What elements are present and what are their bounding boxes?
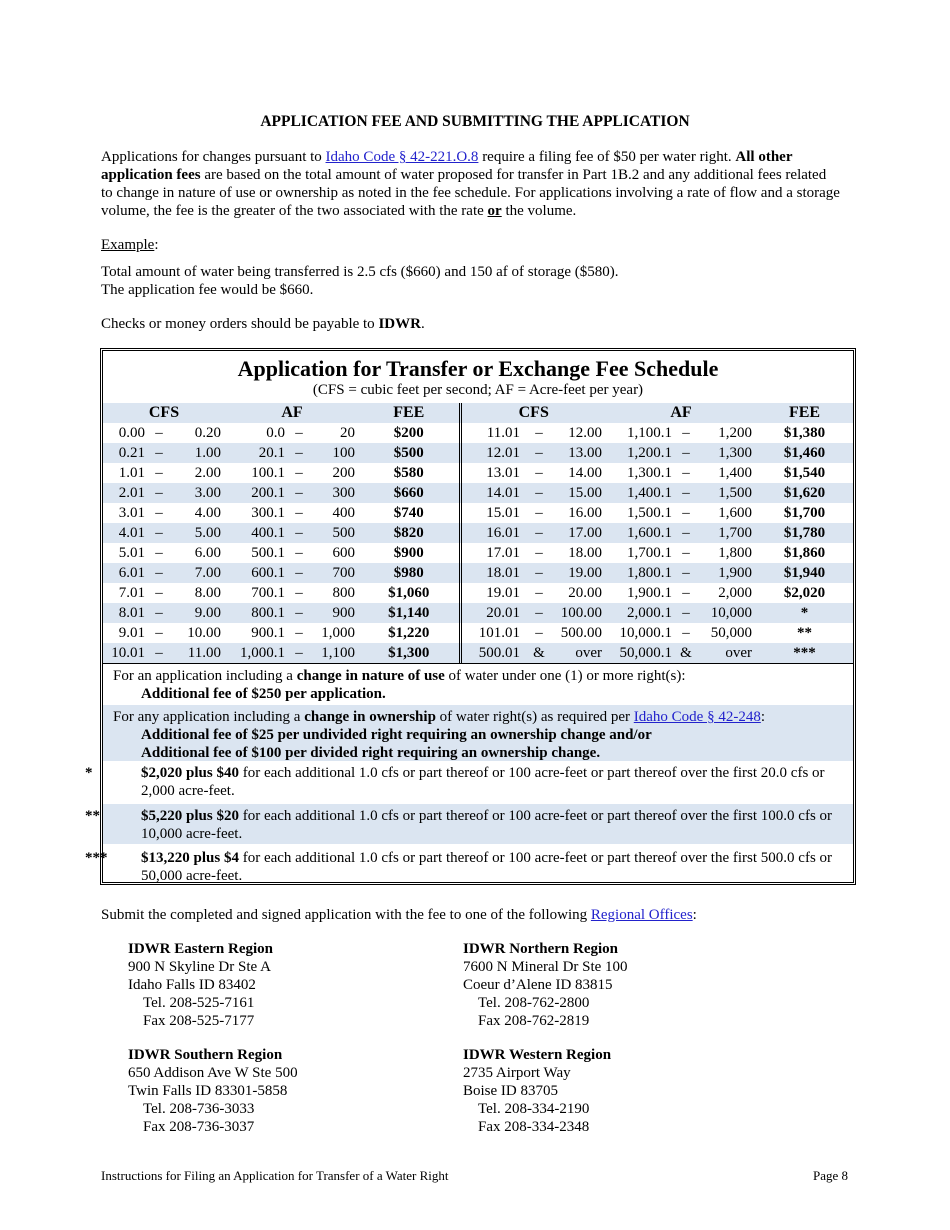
range-value-cell: 101.01 bbox=[478, 625, 520, 641]
range-value-cell: 1,900.1 bbox=[627, 585, 672, 601]
range-value-cell: 1,300 bbox=[718, 445, 752, 461]
range-value-cell: 10,000.1 bbox=[619, 625, 672, 641]
fee-table-row bbox=[103, 623, 853, 643]
fee-cell: $580 bbox=[359, 463, 460, 483]
range-value-cell: 500 bbox=[332, 525, 355, 541]
footnote-bold: $13,220 plus $4 bbox=[141, 850, 239, 866]
intro-bold: All other application fees bbox=[101, 149, 793, 183]
af-header: AF bbox=[281, 404, 303, 421]
note-text: For an application including a bbox=[113, 668, 297, 684]
range-value-cell: 1,700 bbox=[718, 525, 752, 541]
fee-schedule-subtitle: (CFS = cubic feet per second; AF = Acre-feet per year) bbox=[312, 382, 644, 398]
ownership-note bbox=[103, 705, 853, 761]
fee-schedule-box bbox=[85, 348, 856, 885]
nature-additional-fee: Additional fee of $250 per application. bbox=[141, 686, 386, 702]
range-separator: – bbox=[535, 565, 543, 581]
fee-cell: $1,380 bbox=[783, 425, 826, 441]
example-line-1: Total amount of water being transferred is 2.5 cfs ($660) and 150 af of storage ($580). bbox=[101, 264, 619, 280]
range-value-cell: 2.01 bbox=[118, 485, 145, 501]
range-value-cell: 1,900 bbox=[718, 565, 752, 581]
range-separator: – bbox=[682, 605, 690, 621]
range-separator: – bbox=[535, 425, 543, 441]
range-value-cell: 6.01 bbox=[118, 565, 145, 581]
range-value-cell: 900.1 bbox=[251, 625, 285, 641]
fee-cell: $1,940 bbox=[783, 565, 826, 581]
range-value-cell: 0.0 bbox=[266, 425, 285, 441]
fee-cell: $1,860 bbox=[783, 545, 826, 561]
cfs-header: CFS bbox=[518, 404, 549, 421]
range-separator: – bbox=[295, 465, 303, 481]
range-value-cell: 6.00 bbox=[194, 545, 221, 561]
page-heading: APPLICATION FEE AND SUBMITTING THE APPLICATION bbox=[260, 113, 690, 130]
range-value-cell: 17.01 bbox=[486, 545, 520, 561]
idaho-code-42-248-link[interactable]: Idaho Code § 42-248 bbox=[633, 709, 761, 725]
range-value-cell: 1,500 bbox=[718, 485, 752, 501]
range-separator: – bbox=[535, 485, 543, 501]
range-value-cell: 19.00 bbox=[568, 565, 602, 581]
example-line-2: The application fee would be $660. bbox=[101, 282, 314, 298]
range-value-cell: 4.00 bbox=[194, 505, 221, 521]
range-separator: – bbox=[155, 525, 163, 541]
range-value-cell: 12.01 bbox=[486, 445, 520, 461]
range-value-cell: 100.00 bbox=[560, 605, 602, 621]
fee-table-row bbox=[103, 463, 853, 483]
range-separator: – bbox=[155, 505, 163, 521]
range-value-cell: 0.20 bbox=[194, 425, 221, 441]
range-separator: – bbox=[535, 545, 543, 561]
office-fax: Fax 208-525-7177 bbox=[143, 1013, 255, 1029]
fee-cell: $500 bbox=[359, 443, 460, 463]
office-eastern bbox=[128, 940, 428, 1030]
range-separator: – bbox=[535, 465, 543, 481]
office-fax: Fax 208-736-3037 bbox=[143, 1119, 255, 1135]
fee-cell: $2,020 bbox=[783, 585, 826, 601]
range-value-cell: 16.01 bbox=[486, 525, 520, 541]
office-city-line: Twin Falls ID 83301-5858 bbox=[128, 1083, 288, 1099]
range-separator: – bbox=[155, 545, 163, 561]
checks-text: . bbox=[420, 316, 425, 332]
range-value-cell: 800 bbox=[332, 585, 355, 601]
fee-table-row bbox=[103, 563, 853, 583]
range-value-cell: 1,600 bbox=[718, 505, 752, 521]
fee-table-row bbox=[103, 543, 853, 563]
range-separator: – bbox=[295, 445, 303, 461]
range-separator: – bbox=[155, 445, 163, 461]
submit-text: Submit the completed and signed application with the fee to one of the following bbox=[101, 907, 591, 923]
range-value-cell: 8.00 bbox=[194, 585, 221, 601]
range-separator: – bbox=[155, 565, 163, 581]
range-value-cell: 500.01 bbox=[478, 645, 520, 661]
range-value-cell: 700 bbox=[332, 565, 355, 581]
note-text: of water under one (1) or more right(s): bbox=[444, 668, 686, 684]
af-header: AF bbox=[670, 404, 692, 421]
range-value-cell: 14.01 bbox=[486, 485, 520, 501]
range-separator: – bbox=[295, 545, 303, 561]
footnote-marker: ** bbox=[85, 808, 100, 824]
range-value-cell: 50,000 bbox=[710, 625, 752, 641]
range-value-cell: 400 bbox=[332, 505, 355, 521]
intro-text: Applications for changes pursuant to bbox=[101, 149, 326, 165]
range-separator: – bbox=[155, 605, 163, 621]
range-value-cell: 1,400 bbox=[718, 465, 752, 481]
range-value-cell: 200 bbox=[332, 465, 355, 481]
fee-table-row bbox=[103, 583, 853, 603]
fee-cell: *** bbox=[793, 645, 816, 661]
office-address-line: 900 N Skyline Dr Ste A bbox=[128, 959, 271, 975]
range-separator: & bbox=[680, 645, 692, 661]
office-name: IDWR Western Region bbox=[463, 1047, 612, 1063]
range-value-cell: 1,000.1 bbox=[240, 645, 285, 661]
fee-cell: $1,140 bbox=[359, 603, 460, 623]
fee-table-header bbox=[103, 403, 853, 423]
ownership-fee-undivided: Additional fee of $25 per undivided right requiring an ownership change and/or bbox=[141, 727, 652, 743]
range-value-cell: 500.1 bbox=[251, 545, 285, 561]
checks-payable bbox=[101, 315, 841, 333]
fee-cell: $820 bbox=[359, 523, 460, 543]
fee-cell: $740 bbox=[359, 503, 460, 523]
range-value-cell: 50,000.1 bbox=[619, 645, 672, 661]
range-value-cell: 10,000 bbox=[710, 605, 752, 621]
range-value-cell: 800.1 bbox=[251, 605, 285, 621]
note-text: of water right(s) as required per bbox=[435, 709, 634, 725]
fee-cell: $1,060 bbox=[359, 583, 460, 603]
range-value-cell: 3.01 bbox=[118, 505, 145, 521]
range-separator: – bbox=[295, 565, 303, 581]
range-value-cell: 0.00 bbox=[118, 425, 145, 441]
fee-cell: $1,300 bbox=[359, 643, 460, 663]
range-value-cell: 700.1 bbox=[251, 585, 285, 601]
range-value-cell: 1,500.1 bbox=[627, 505, 672, 521]
fee-table-row bbox=[103, 643, 853, 663]
footnote-three-star bbox=[85, 845, 853, 884]
range-separator: – bbox=[295, 645, 303, 661]
range-separator: – bbox=[682, 425, 690, 441]
range-value-cell: 14.00 bbox=[568, 465, 602, 481]
office-address-line: 7600 N Mineral Dr Ste 100 bbox=[463, 959, 628, 975]
range-value-cell: 18.00 bbox=[568, 545, 602, 561]
range-value-cell: 1,600.1 bbox=[627, 525, 672, 541]
range-separator: – bbox=[682, 485, 690, 501]
range-value-cell: 1.00 bbox=[194, 445, 221, 461]
nature-of-use-note bbox=[103, 663, 853, 705]
footnote-text: for each additional 1.0 cfs or part thereof or 100 acre-feet or part thereof over the first 20.0 cfs or 2,000 acre-feet. bbox=[141, 765, 825, 799]
fee-cell: * bbox=[800, 605, 809, 621]
range-separator: – bbox=[682, 625, 690, 641]
office-address-line: 2735 Airport Way bbox=[463, 1065, 571, 1081]
range-separator: – bbox=[155, 465, 163, 481]
range-separator: – bbox=[682, 565, 690, 581]
footnote-text: for each additional 1.0 cfs or part thereof or 100 acre-feet or part thereof over the first 500.0 cfs or 50,000 acre-feet. bbox=[141, 850, 833, 884]
fee-cell: $980 bbox=[359, 563, 460, 583]
range-separator: – bbox=[155, 485, 163, 501]
example-colon: : bbox=[154, 237, 159, 253]
range-value-cell: 5.00 bbox=[194, 525, 221, 541]
range-separator: – bbox=[155, 645, 163, 661]
fee-cell: $1,780 bbox=[783, 525, 826, 541]
range-separator: – bbox=[535, 605, 543, 621]
range-value-cell: 0.21 bbox=[118, 445, 145, 461]
note-text: : bbox=[760, 709, 765, 725]
range-value-cell: 13.00 bbox=[568, 445, 602, 461]
range-separator: – bbox=[682, 585, 690, 601]
range-value-cell: 600.1 bbox=[251, 565, 285, 581]
range-value-cell: 1,800.1 bbox=[627, 565, 672, 581]
office-phone: Tel. 208-334-2190 bbox=[478, 1101, 590, 1117]
footnote-marker: *** bbox=[85, 850, 108, 866]
example-label-text: Example bbox=[101, 237, 155, 253]
fee-header: FEE bbox=[788, 404, 821, 421]
office-northern bbox=[463, 940, 763, 1030]
range-separator: – bbox=[535, 585, 543, 601]
fee-header: FEE bbox=[359, 403, 460, 423]
office-city-line: Idaho Falls ID 83402 bbox=[128, 977, 256, 993]
checks-payee: IDWR bbox=[378, 316, 421, 332]
range-separator: – bbox=[682, 545, 690, 561]
fee-cell: $1,620 bbox=[783, 485, 826, 501]
range-value-cell: 19.01 bbox=[486, 585, 520, 601]
example-label bbox=[101, 236, 841, 254]
range-value-cell: 1,000 bbox=[321, 625, 355, 641]
range-value-cell: 2,000.1 bbox=[627, 605, 672, 621]
range-value-cell: 20.1 bbox=[258, 445, 285, 461]
range-separator: – bbox=[295, 505, 303, 521]
range-value-cell: 1,200 bbox=[718, 425, 752, 441]
footnote-bold: $2,020 plus $40 bbox=[141, 765, 239, 781]
office-southern bbox=[128, 1046, 428, 1136]
range-separator: – bbox=[535, 625, 543, 641]
checks-text: Checks or money orders should be payable to bbox=[101, 316, 379, 332]
footnote-marker: * bbox=[85, 765, 93, 781]
range-value-cell: 12.00 bbox=[568, 425, 602, 441]
range-value-cell: 300 bbox=[332, 485, 355, 501]
range-value-cell: 5.01 bbox=[118, 545, 145, 561]
range-value-cell: 1.01 bbox=[118, 465, 145, 481]
range-value-cell: over bbox=[575, 645, 602, 661]
intro-text: the volume. bbox=[501, 203, 577, 219]
range-value-cell: 1,100.1 bbox=[627, 425, 672, 441]
range-value-cell: 8.01 bbox=[118, 605, 145, 621]
range-value-cell: 100 bbox=[332, 445, 355, 461]
footnote-bold: $5,220 plus $20 bbox=[141, 808, 239, 824]
cfs-header: CFS bbox=[148, 404, 180, 421]
range-value-cell: 200.1 bbox=[251, 485, 285, 501]
note-bold: change in nature of use bbox=[296, 668, 445, 684]
fee-cell: $1,220 bbox=[359, 623, 460, 643]
submit-instructions bbox=[101, 906, 697, 924]
range-value-cell: 10.00 bbox=[187, 625, 221, 641]
fee-table-row bbox=[103, 483, 853, 503]
range-value-cell: 17.00 bbox=[568, 525, 602, 541]
range-value-cell: 2.00 bbox=[194, 465, 221, 481]
fee-table-row bbox=[103, 523, 853, 543]
fee-cell: $1,540 bbox=[783, 465, 826, 481]
range-value-cell: over bbox=[725, 645, 752, 661]
range-value-cell: 18.01 bbox=[486, 565, 520, 581]
range-value-cell: 600 bbox=[332, 545, 355, 561]
intro-text: require a filing fee of $50 per water right. bbox=[478, 149, 736, 165]
office-city-line: Coeur d’Alene ID 83815 bbox=[463, 977, 613, 993]
office-phone: Tel. 208-736-3033 bbox=[143, 1101, 255, 1117]
range-value-cell: 4.01 bbox=[118, 525, 145, 541]
footer-page-number: Page 8 bbox=[812, 1168, 848, 1183]
range-value-cell: 400.1 bbox=[251, 525, 285, 541]
range-value-cell: 1,100 bbox=[321, 645, 355, 661]
fee-cell: $200 bbox=[359, 423, 460, 443]
range-separator: – bbox=[682, 525, 690, 541]
range-separator: – bbox=[295, 625, 303, 641]
footnote-text: for each additional 1.0 cfs or part thereof or 100 acre-feet or part thereof over the first 100.0 cfs or 10,000 acre-feet. bbox=[141, 808, 833, 842]
range-value-cell: 7.00 bbox=[194, 565, 221, 581]
range-separator: – bbox=[295, 425, 303, 441]
office-fax: Fax 208-762-2819 bbox=[478, 1013, 590, 1029]
range-separator: – bbox=[295, 485, 303, 501]
range-value-cell: 900 bbox=[332, 605, 355, 621]
range-value-cell: 300.1 bbox=[251, 505, 285, 521]
range-value-cell: 11.01 bbox=[486, 425, 520, 441]
range-value-cell: 2,000 bbox=[718, 585, 752, 601]
range-value-cell: 1,200.1 bbox=[627, 445, 672, 461]
range-value-cell: 1,400.1 bbox=[627, 485, 672, 501]
range-value-cell: 1,300.1 bbox=[627, 465, 672, 481]
range-value-cell: 9.00 bbox=[194, 605, 221, 621]
office-phone: Tel. 208-525-7161 bbox=[143, 995, 255, 1011]
fee-cell: $660 bbox=[359, 483, 460, 503]
office-western bbox=[463, 1046, 763, 1136]
fee-cell: $900 bbox=[359, 543, 460, 563]
intro-text: are based on the total amount of water proposed for transfer in Part 1B.2 and any additional fees related to change in nature of use or ownership as noted in the fee schedule. For applications involving a rate of flow and a storage volume, the fee is the greater of the two associated with the rate bbox=[101, 167, 840, 219]
range-value-cell: 20.00 bbox=[568, 585, 602, 601]
idaho-code-42-221-link[interactable]: Idaho Code § 42-221.O.8 bbox=[325, 149, 479, 165]
range-value-cell: 13.01 bbox=[486, 465, 520, 481]
range-separator: – bbox=[295, 525, 303, 541]
range-separator: – bbox=[682, 465, 690, 481]
intro-paragraph bbox=[101, 148, 841, 220]
range-value-cell: 16.00 bbox=[568, 505, 602, 521]
range-separator: – bbox=[535, 505, 543, 521]
fee-table-row bbox=[103, 603, 853, 623]
fee-table bbox=[103, 403, 853, 663]
range-separator: – bbox=[155, 585, 163, 601]
range-separator: – bbox=[295, 605, 303, 621]
range-separator: – bbox=[535, 445, 543, 461]
fee-schedule-title: Application for Transfer or Exchange Fee Schedule bbox=[237, 356, 719, 381]
office-phone: Tel. 208-762-2800 bbox=[478, 995, 590, 1011]
range-value-cell: 15.00 bbox=[568, 485, 602, 501]
fee-table-row bbox=[103, 503, 853, 523]
range-separator: – bbox=[155, 625, 163, 641]
range-separator: – bbox=[155, 425, 163, 441]
office-fax: Fax 208-334-2348 bbox=[478, 1119, 590, 1135]
footer-document-title: Instructions for Filing an Application for Transfer of a Water Right bbox=[101, 1168, 449, 1183]
range-value-cell: 1,800 bbox=[718, 545, 752, 561]
range-value-cell: 7.01 bbox=[118, 585, 145, 601]
range-value-cell: 11.00 bbox=[187, 645, 221, 661]
range-separator: – bbox=[535, 525, 543, 541]
footnote-two-star bbox=[85, 803, 853, 844]
office-name: IDWR Eastern Region bbox=[128, 941, 273, 957]
range-separator: – bbox=[295, 585, 303, 601]
range-separator: – bbox=[682, 505, 690, 521]
office-city-line: Boise ID 83705 bbox=[463, 1083, 558, 1099]
range-value-cell: 500.00 bbox=[560, 625, 602, 641]
fee-table-row bbox=[103, 423, 853, 443]
fee-cell: $1,700 bbox=[783, 505, 826, 521]
submit-text: : bbox=[692, 907, 697, 923]
range-value-cell: 15.01 bbox=[486, 505, 520, 521]
office-name: IDWR Southern Region bbox=[128, 1047, 283, 1063]
range-value-cell: 3.00 bbox=[194, 485, 221, 501]
regional-offices-link[interactable]: Regional Offices bbox=[590, 907, 693, 923]
fee-cell: ** bbox=[797, 625, 812, 641]
footnote-one-star bbox=[85, 761, 853, 803]
note-bold: change in ownership bbox=[304, 709, 436, 725]
intro-or: or bbox=[487, 203, 502, 219]
range-separator: & bbox=[533, 645, 545, 661]
office-name: IDWR Northern Region bbox=[463, 941, 618, 957]
range-value-cell: 9.01 bbox=[118, 625, 145, 641]
fee-cell: $1,460 bbox=[783, 445, 826, 461]
range-separator: – bbox=[682, 445, 690, 461]
range-value-cell: 20.01 bbox=[486, 605, 520, 621]
range-value-cell: 20 bbox=[340, 425, 355, 441]
range-value-cell: 1,700.1 bbox=[627, 545, 672, 561]
note-text: For any application including a bbox=[113, 709, 305, 725]
ownership-fee-divided: Additional fee of $100 per divided right requiring an ownership change. bbox=[141, 745, 601, 761]
office-address-line: 650 Addison Ave W Ste 500 bbox=[128, 1065, 298, 1081]
fee-table-row bbox=[103, 443, 853, 463]
range-value-cell: 10.01 bbox=[111, 645, 145, 661]
range-value-cell: 100.1 bbox=[251, 465, 285, 481]
